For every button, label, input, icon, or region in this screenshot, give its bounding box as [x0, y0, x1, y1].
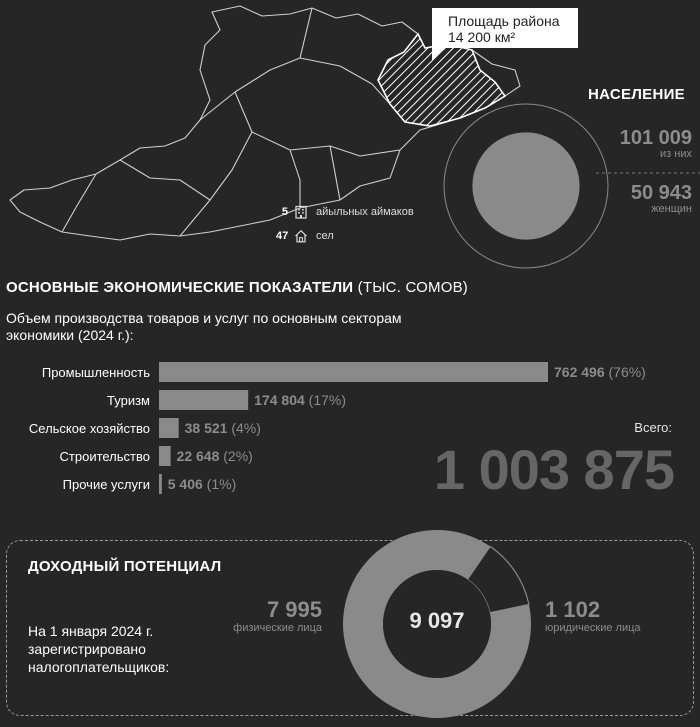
population-total-value: 101 009 — [619, 127, 692, 149]
economy-title-bold: ОСНОВНЫЕ ЭКОНОМИЧЕСКИЕ ПОКАЗАТЕЛИ — [6, 279, 354, 296]
map-district-border — [330, 146, 340, 200]
bar-category-label: Сельское хозяйство — [28, 421, 150, 436]
income-potential-title: ДОХОДНЫЙ ПОТЕНЦИАЛ — [28, 558, 222, 575]
individuals-value: 7 995 — [266, 597, 322, 622]
economy-subtitle: Объем производства товаров и услуг по основным секторам экономики (2024 г.): — [6, 310, 402, 343]
bar — [159, 446, 171, 466]
map-district-border — [290, 150, 300, 208]
bar-category-label: Промышленность — [41, 365, 150, 380]
economy-title-unit: (ТЫС. СОМОВ) — [353, 279, 468, 296]
population-total — [620, 128, 692, 160]
bar-percent: (4%) — [227, 420, 261, 436]
bar — [159, 418, 179, 438]
stat-villages — [276, 229, 334, 243]
area-callout — [432, 8, 578, 48]
legal-entities-block — [545, 598, 641, 634]
map-district-border — [300, 8, 312, 58]
map-district-border — [200, 58, 300, 120]
bar-value-label — [168, 476, 237, 492]
map-district-border — [180, 132, 252, 236]
population-women-value: 50 943 — [630, 182, 692, 204]
bar-value-label — [177, 448, 253, 464]
stat-villages-label: сел — [316, 230, 334, 242]
donut-total-value: 9 097 — [409, 608, 465, 633]
individuals-block — [233, 598, 322, 634]
area-callout-value: 14 200 км² — [448, 29, 516, 45]
bar-category-label: Прочие услуги — [62, 477, 150, 492]
map-district-border — [300, 58, 390, 104]
bar-value-label — [254, 392, 346, 408]
map-district-border — [62, 174, 96, 232]
house-icon — [294, 229, 308, 243]
map-district-border — [120, 160, 210, 200]
bar-value-label — [185, 420, 261, 436]
bar-percent: (17%) — [304, 392, 347, 408]
bar-category-label: Строительство — [59, 449, 150, 464]
map-district-border — [235, 92, 400, 156]
bar-value: 174 804 — [254, 392, 305, 408]
bar-value: 22 648 — [176, 448, 220, 464]
building-icon — [294, 205, 308, 219]
bar-value: 762 496 — [554, 364, 605, 380]
population-women-circle — [472, 132, 579, 239]
individuals-label: физические лица — [233, 622, 322, 634]
bar-value-label — [554, 364, 646, 380]
bar-percent: (2%) — [219, 448, 253, 464]
economy-section-title — [6, 279, 468, 296]
bar-value: 5 406 — [167, 476, 203, 492]
bar-percent: (76%) — [604, 364, 646, 380]
legal-entities-value: 1 102 — [545, 597, 601, 622]
economy-total-label: Всего: — [634, 420, 672, 435]
population-total-label: из них — [660, 148, 692, 160]
bar — [159, 390, 248, 410]
stat-aimaks-label: айыльных аймаков — [316, 206, 414, 218]
stat-villages-value: 47 — [276, 230, 289, 242]
legal-entities-label: юридические лица — [545, 622, 641, 634]
bar — [159, 362, 548, 382]
area-callout-label: Площадь района — [448, 13, 560, 29]
population-title: НАСЕЛЕНИЕ — [588, 86, 685, 103]
stat-aimaks — [276, 205, 414, 219]
population-women-label: женщин — [651, 203, 692, 215]
population-women — [631, 183, 692, 215]
economy-total-value: 1 003 875 — [433, 438, 674, 501]
bar-value: 38 521 — [184, 420, 228, 436]
income-potential-text: На 1 января 2024 г. зарегистрировано налогоплательщиков: — [28, 623, 170, 675]
bar-percent: (1%) — [202, 476, 237, 492]
stat-aimaks-value: 5 — [281, 206, 288, 218]
bar-category-label: Туризм — [107, 393, 150, 408]
bar — [159, 474, 162, 494]
